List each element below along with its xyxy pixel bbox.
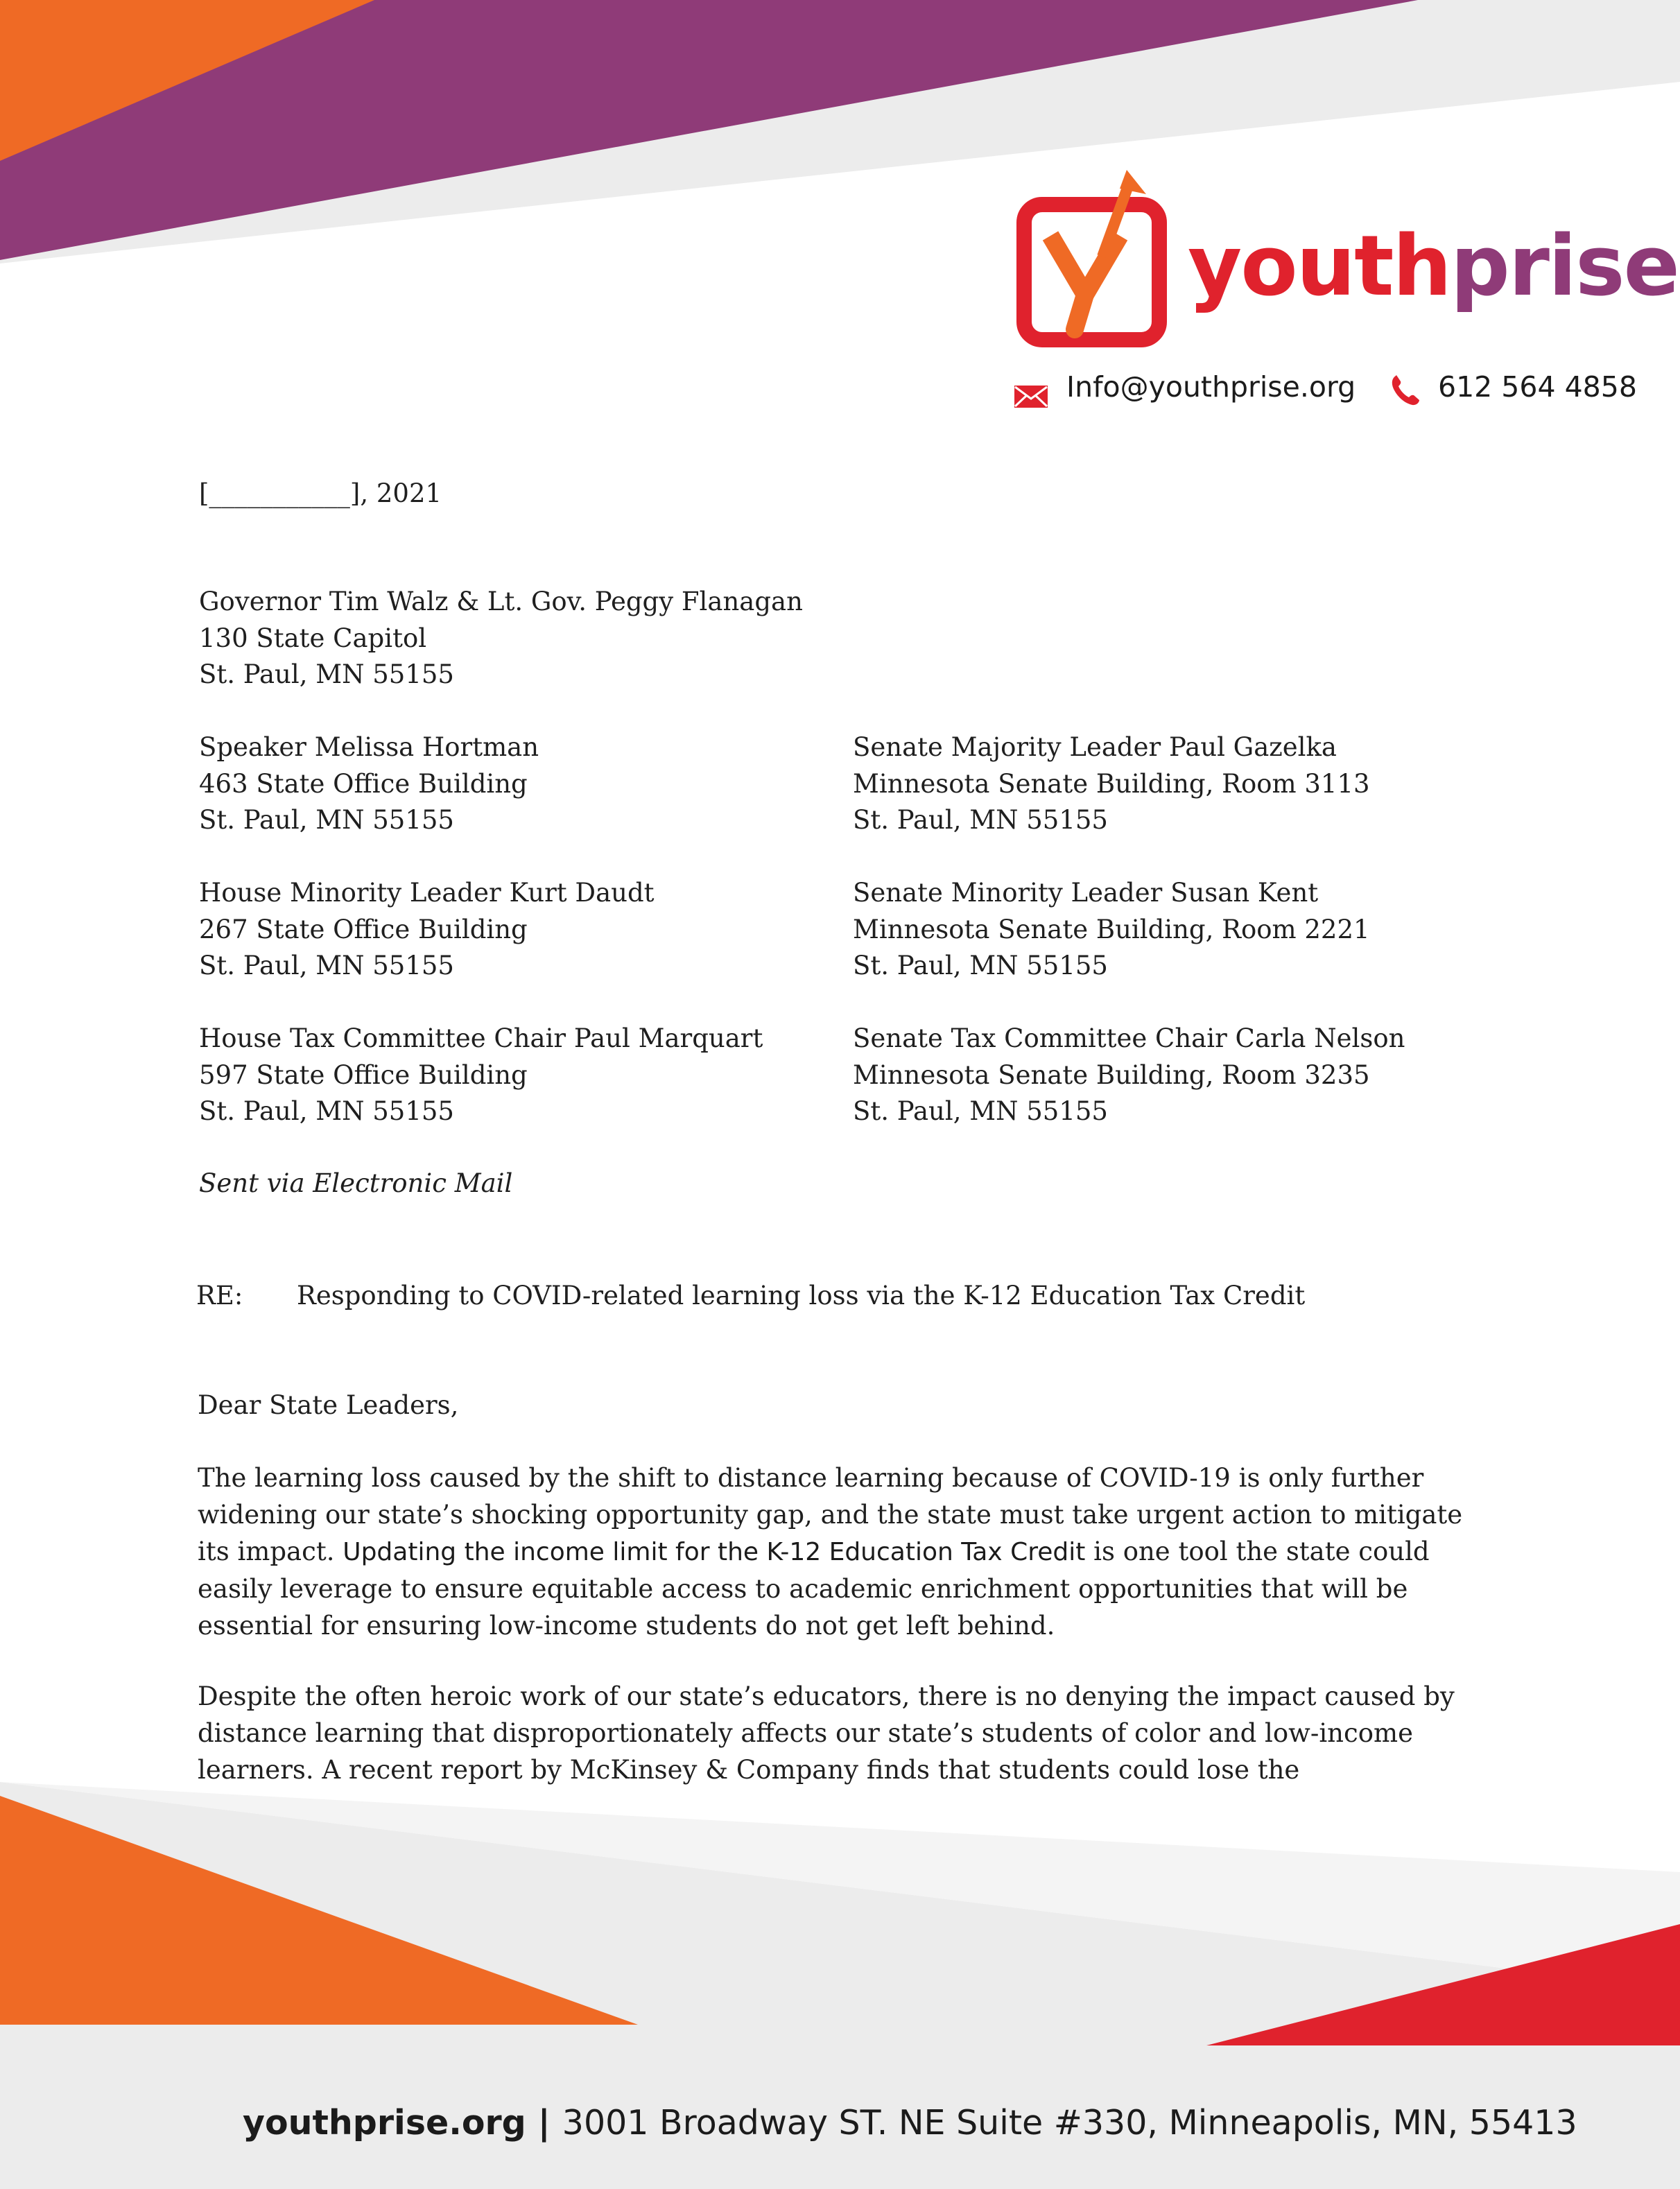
recipient-name: House Tax Committee Chair Paul Marquart	[199, 1023, 763, 1053]
recipient-line: St. Paul, MN 55155	[199, 659, 454, 689]
paragraph-text: is one tool the state could easily leverage to ensure equitable access to academic enrichment opportunities that will be essential for ensuring low-income students do not get left behind.	[198, 1537, 1430, 1641]
recipient-line: Minnesota Senate Building, Room 3113	[853, 768, 1370, 799]
recipient-line: Minnesota Senate Building, Room 2221	[853, 914, 1370, 944]
recipient-line: 463 State Office Building	[199, 768, 528, 799]
body-paragraph-2: Despite the often heroic work of our state’s educators, there is no denying the impact caused by distance learning that disproportionately affects our state’s students of color and low-income learners. A recent report by McKinsey & Company finds that students could lose the	[198, 1681, 1455, 1785]
salutation: Dear State Leaders,	[198, 1390, 459, 1420]
recipient-senate-tax-chair	[853, 1021, 1405, 1130]
recipient-line: St. Paul, MN 55155	[199, 951, 454, 980]
recipient-line: 267 State Office Building	[199, 914, 528, 944]
recipient-name: House Minority Leader Kurt Daudt	[199, 878, 655, 908]
re-subject: Responding to COVID-related learning loss via the K-12 Education Tax Credit	[297, 1281, 1306, 1310]
letter-date: [___________], 2021	[199, 478, 442, 508]
brand-part-youth: youth	[1188, 218, 1450, 315]
brand-part-prise: prise	[1450, 218, 1679, 315]
recipient-line: St. Paul, MN 55155	[199, 805, 454, 835]
recipient-governor	[199, 584, 803, 693]
body-paragraph-1	[198, 1460, 1487, 1644]
contact-email[interactable]: Info@youthprise.org	[1066, 370, 1356, 404]
contact-phone[interactable]: 612 564 4858	[1438, 370, 1637, 404]
sent-via-note: Sent via Electronic Mail	[199, 1168, 513, 1198]
brand-wordmark	[1188, 218, 1679, 315]
footer-separator: |	[526, 2103, 562, 2143]
footer-website-link[interactable]: youthprise.org	[243, 2103, 526, 2143]
paragraph-text: The learning loss caused by the shift to distance learning because of COVID-19 is only further widening our state’s shocking opportunity gap, and the state must take urgent action to mitigate its impact.	[198, 1463, 1463, 1566]
recipient-house-minority-leader	[199, 875, 655, 985]
recipient-line: Minnesota Senate Building, Room 3235	[853, 1059, 1370, 1090]
mail-icon	[1014, 385, 1048, 408]
recipient-line: 597 State Office Building	[199, 1059, 528, 1090]
recipient-line: St. Paul, MN 55155	[853, 951, 1108, 980]
recipient-name: Senate Tax Committee Chair Carla Nelson	[853, 1023, 1405, 1053]
re-label: RE:	[196, 1281, 243, 1310]
footer-address: 3001 Broadway ST. NE Suite #330, Minneapolis, MN, 55413	[562, 2103, 1577, 2143]
income-limit-link[interactable]: Updating the income limit for the K-12 Education Tax Credit	[343, 1538, 1086, 1566]
recipient-senate-minority-leader	[853, 875, 1370, 985]
recipient-name: Senate Minority Leader Susan Kent	[853, 878, 1319, 908]
recipient-speaker	[199, 729, 539, 839]
recipient-line: St. Paul, MN 55155	[853, 1096, 1108, 1126]
recipient-line: St. Paul, MN 55155	[199, 1096, 454, 1126]
recipient-line: St. Paul, MN 55155	[853, 805, 1108, 835]
phone-icon	[1390, 374, 1421, 406]
recipient-line: 130 State Capitol	[199, 623, 427, 653]
recipient-name: Speaker Melissa Hortman	[199, 732, 539, 762]
recipient-name: Governor Tim Walz & Lt. Gov. Peggy Flanagan	[199, 587, 803, 616]
recipient-senate-majority-leader	[853, 729, 1370, 839]
recipient-house-tax-chair	[199, 1021, 763, 1130]
footer-address-line	[243, 2103, 1577, 2143]
recipient-name: Senate Majority Leader Paul Gazelka	[853, 732, 1337, 762]
